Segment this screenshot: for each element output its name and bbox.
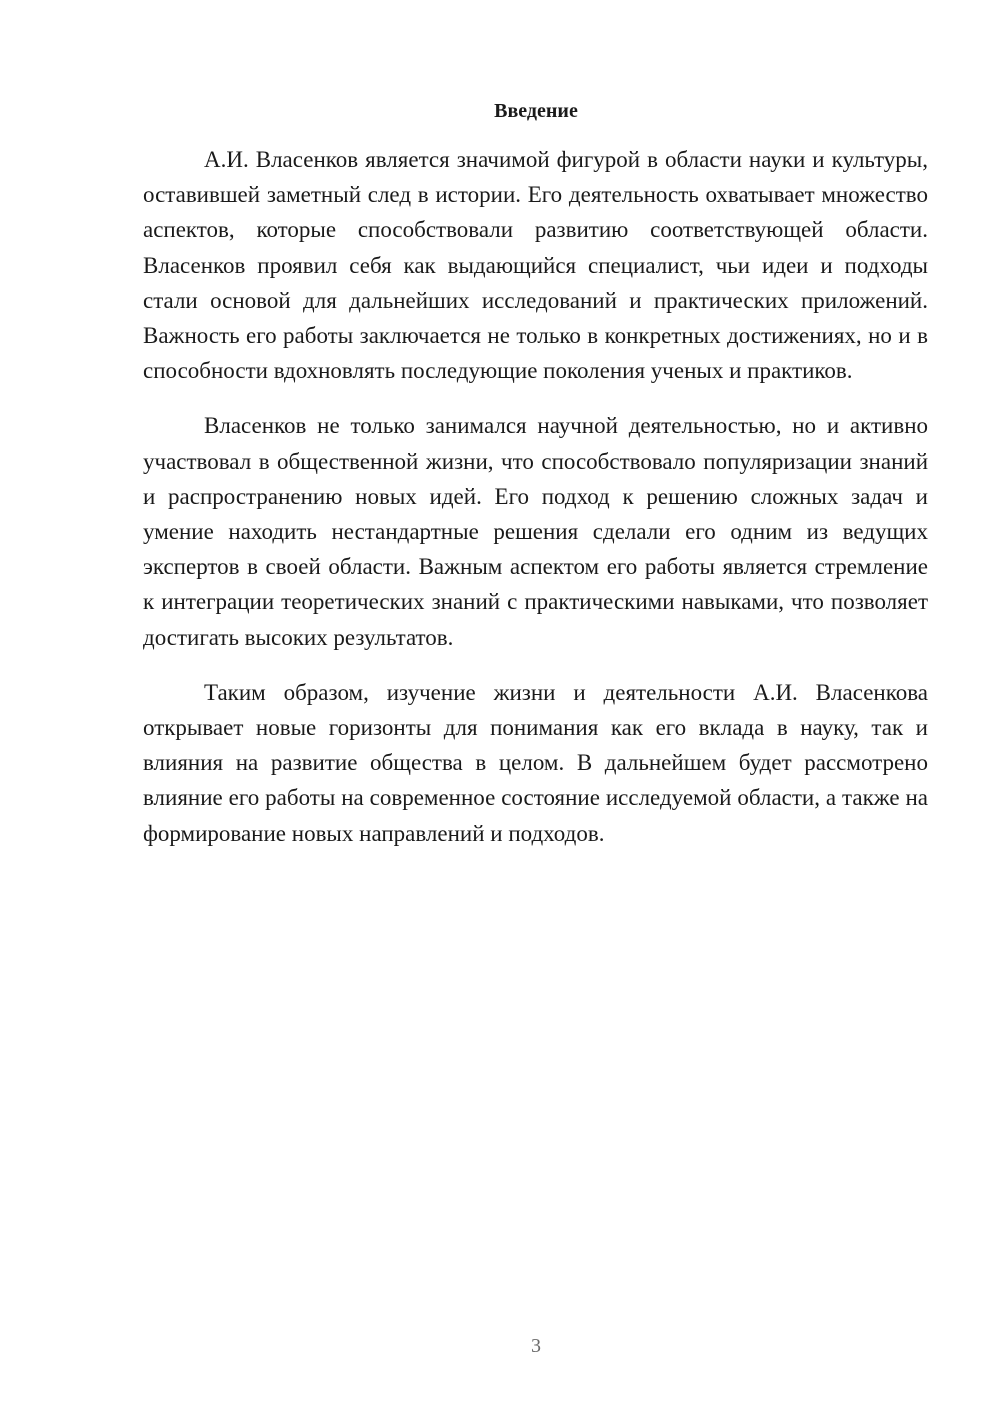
paragraph-3: Таким образом, изучение жизни и деятельности А.И. Власенкова открывает новые горизонты для понимания как его вклада в науку, так и влияния на развитие общества в целом. В дальнейшем будет рассмотрено влияние его работы на современное состояние исследуемой области, а также на формирование новых направлений и подходов. xyxy=(143,679,928,846)
paragraph-2: Власенков не только занимался научной деятельностью, но и активно участвовал в общественной жизни, что способствовало популяризации знаний и распространению новых идей. Его подход к решению сложных задач и умение находить нестандартные решения сделали его одним из ведущих экспертов в своей области. Важным аспектом его работы является стремление к интеграции теоретических знаний с практическими навыками, что позволяет достигать высоких результатов. xyxy=(143,413,928,650)
body-text xyxy=(143,142,928,871)
page-number: 3 xyxy=(531,1335,541,1357)
paragraph-1: А.И. Власенков является значимой фигурой в области науки и культуры, оставившей заметный след в истории. Его деятельность охватывает множество аспектов, которые способствовали развитию соответствующей области. Власенков проявил себя как выдающийся специалист, чьи идеи и подходы стали основой для дальнейших исследований и практических приложений. Важность его работы заключается не только в конкретных достижениях, но и в способности вдохновлять последующие поколения ученых и практиков. xyxy=(143,147,928,384)
section-title: Введение xyxy=(494,100,578,122)
